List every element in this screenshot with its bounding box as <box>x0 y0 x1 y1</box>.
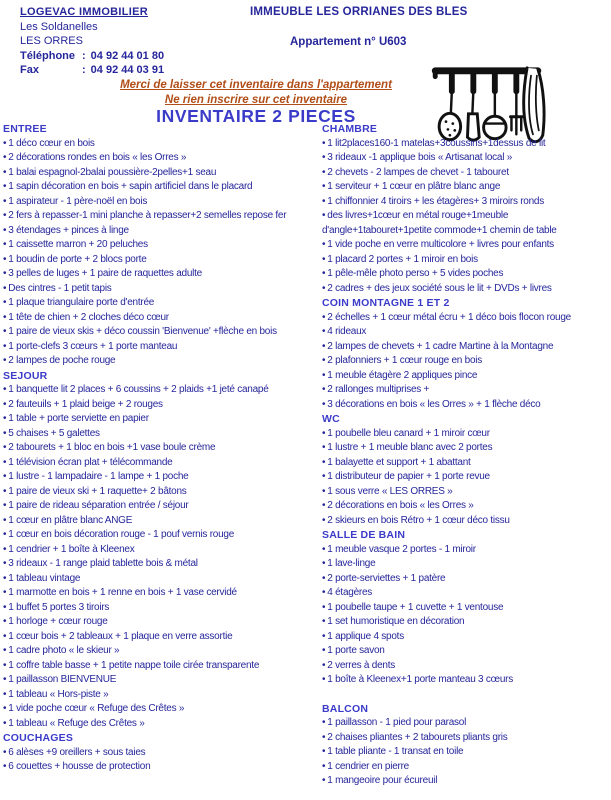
item-text: 2 skieurs en bois Rétro + 1 cœur déco tissu <box>327 514 510 526</box>
item-text: 2 lampes de poche rouge <box>8 355 116 366</box>
phone-label: Téléphone <box>20 49 76 62</box>
bullet-icon: • <box>322 674 326 685</box>
inventory-item <box>322 760 610 775</box>
bullet-icon: • <box>322 471 326 482</box>
inventory-item <box>322 470 610 485</box>
bullet-icon: • <box>3 311 7 323</box>
item-text: 1 cœur en bois décoration rouge - 1 pouf vernis rouge <box>8 529 235 540</box>
inventory-item <box>3 195 303 210</box>
agency-name: LOGEVAC IMMOBILIER <box>20 6 149 18</box>
bullet-icon: • <box>322 760 326 772</box>
inventory-item <box>322 195 610 210</box>
inventory-item <box>322 557 610 572</box>
item-text: 1 tête de chien + 2 cloches déco cœur <box>8 311 169 323</box>
bullet-icon: • <box>3 413 7 424</box>
item-text: 1 meuble étagère 2 appliques pince <box>327 369 478 381</box>
item-text: 2 cadres + des jeux société sous le lit + DVDs + livres <box>327 282 552 294</box>
inventory-item <box>322 441 610 456</box>
bullet-icon: • <box>3 456 7 468</box>
bullet-icon: • <box>322 384 326 395</box>
inventory-item <box>3 340 303 355</box>
item-text: 1 paillasson BIENVENUE <box>8 674 117 685</box>
bullet-icon: • <box>3 471 7 482</box>
bullet-icon: • <box>3 543 7 555</box>
bullet-icon: • <box>3 282 7 294</box>
fax-number: 04 92 44 03 91 <box>90 64 165 77</box>
inventory-item <box>322 253 610 268</box>
bullet-icon: • <box>322 717 326 728</box>
inventory-item <box>3 398 303 413</box>
inventory-item <box>322 731 610 746</box>
bullet-icon: • <box>322 456 326 468</box>
inventory-item <box>3 514 303 529</box>
inventory-item <box>3 702 303 717</box>
bullet-icon: • <box>322 427 326 439</box>
bullet-icon: • <box>322 500 326 511</box>
item-text: 1 serviteur + 1 cœur en plâtre blanc ange <box>327 181 501 192</box>
right-column <box>322 122 610 789</box>
inventory-item <box>322 514 610 529</box>
bullet-icon: • <box>322 340 326 352</box>
bullet-icon: • <box>3 616 7 627</box>
inventory-item <box>322 180 610 195</box>
left-column <box>3 122 303 775</box>
fax-row <box>20 63 164 78</box>
inventory-item <box>322 151 610 166</box>
section-heading: SALLE DE BAIN <box>322 529 406 541</box>
item-text: 1 coffre table basse + 1 petite nappe toile cirée transparente <box>8 659 260 671</box>
item-text: 1 déco cœur en bois <box>8 137 95 149</box>
notice-line-1: Merci de laisser cet inventaire dans l'appartement <box>120 79 392 91</box>
inventory-item <box>322 745 610 760</box>
item-text: 1 vide poche en verre multicolore + livres pour enfants <box>327 239 554 250</box>
inventory-item <box>322 630 610 645</box>
item-text: 1 paire de vieux ski + 1 raquette+ 2 bâtons <box>8 485 187 497</box>
inventory-item <box>322 238 610 253</box>
item-text: 1 chiffonnier 4 tiroirs + les étagères+ 3 miroirs ronds <box>327 195 544 207</box>
inventory-item <box>322 311 610 326</box>
item-text: 2 fauteuils + 1 plaid beige + 2 rouges <box>8 398 163 410</box>
bullet-icon: • <box>3 398 7 410</box>
item-text: 6 couettes + housse de protection <box>8 761 151 772</box>
bullet-icon: • <box>3 529 7 540</box>
item-text: 5 chaises + 5 galettes <box>8 427 100 439</box>
inventory-item <box>322 774 610 789</box>
bullet-icon: • <box>322 442 326 453</box>
inventory-item <box>322 282 610 297</box>
item-text: 2 tabourets + 1 bloc en bois +1 vase boule crème <box>8 442 216 453</box>
inventory-item <box>3 644 303 659</box>
item-text: 3 pelles de luges + 1 paire de raquettes adulte <box>8 268 202 279</box>
inventory-item <box>3 615 303 630</box>
bullet-icon: • <box>3 485 7 497</box>
inventory-item <box>3 441 303 456</box>
item-text: 2 fers à repasser-1 mini planche à repasser+2 semelles repose fer <box>8 210 287 221</box>
bullet-icon: • <box>3 195 7 207</box>
inventory-item <box>3 209 303 224</box>
item-text: 1 table + porte serviette en papier <box>8 413 149 424</box>
item-text: 1 lit2places160-1 matelas+3coussins+1dessus de lit <box>327 137 546 149</box>
inventory-item <box>3 166 303 181</box>
item-text: 4 rideaux <box>327 326 367 337</box>
bullet-icon: • <box>322 616 326 627</box>
inventory-item <box>3 456 303 471</box>
inventory-item <box>3 282 303 297</box>
bullet-icon: • <box>322 137 326 149</box>
item-text: 1 porte savon <box>327 645 385 656</box>
inventory-item <box>322 601 610 616</box>
item-text: 1 table pliante - 1 transat en toile <box>327 746 464 757</box>
item-text: 1 poubelle bleu canard + 1 miroir cœur <box>327 427 490 439</box>
bullet-icon: • <box>3 210 7 221</box>
item-text: 3 étendages + pinces à linge <box>8 224 129 236</box>
fax-label: Fax <box>20 64 39 77</box>
bullet-icon: • <box>3 181 7 192</box>
inventory-item <box>322 615 610 630</box>
inventory-item <box>322 456 610 471</box>
bullet-icon: • <box>3 224 7 236</box>
inventory-item <box>322 369 610 384</box>
inventory-item <box>3 311 303 326</box>
inventory-item <box>3 746 303 761</box>
bullet-icon: • <box>322 166 326 178</box>
item-text: 1 boîte à Kleenex+1 porte manteau 3 cœurs <box>327 674 513 685</box>
item-text: 1 sous verre « LES ORRES » <box>327 485 453 497</box>
agency-residence: Les Soldanelles <box>20 20 98 33</box>
inventory-item <box>3 688 303 703</box>
bullet-icon: • <box>322 268 326 279</box>
item-text: 1 porte-clefs 3 cœurs + 1 porte manteau <box>8 340 178 352</box>
item-text: 1 buffet 5 portes 3 tiroirs <box>8 601 110 613</box>
inventory-item <box>3 180 303 195</box>
bullet-icon: • <box>322 253 326 265</box>
item-text: 1 paillasson - 1 pied pour parasol <box>327 717 467 728</box>
bullet-icon: • <box>322 485 326 497</box>
inventory-item <box>3 499 303 514</box>
inventory-item <box>3 470 303 485</box>
inventory-item <box>3 485 303 500</box>
agency-block <box>20 5 164 78</box>
item-text: 1 poubelle taupe + 1 cuvette + 1 ventouse <box>327 601 504 613</box>
item-text: 1 aspirateur - 1 père-noël en bois <box>8 195 148 207</box>
inventory-item <box>322 716 610 731</box>
item-text: 1 lustre + 1 meuble blanc avec 2 portes <box>327 442 493 453</box>
item-text: 1 balayette et support + 1 abattant <box>327 456 471 468</box>
bullet-icon: • <box>322 775 326 786</box>
bullet-icon: • <box>3 384 7 395</box>
inventory-item <box>3 296 303 311</box>
bullet-icon: • <box>3 717 7 729</box>
inventory-item <box>322 137 610 152</box>
phone-row <box>20 49 164 64</box>
bullet-icon: • <box>322 398 326 410</box>
bullet-icon: • <box>322 731 326 743</box>
item-text: 2 verres à dents <box>327 659 395 671</box>
item-text: 4 étagères <box>327 587 373 598</box>
bullet-icon: • <box>3 630 7 642</box>
bullet-icon: • <box>3 572 7 584</box>
item-text: 2 chevets - 2 lampes de chevet - 1 tabouret <box>327 166 509 178</box>
inventory-item <box>322 209 610 238</box>
inventory-item <box>3 717 303 732</box>
bullet-icon: • <box>3 558 7 569</box>
inventory-item <box>322 673 610 688</box>
bullet-icon: • <box>322 645 326 656</box>
bullet-icon: • <box>3 268 7 279</box>
item-text: 1 marmotte en bois + 1 renne en bois + 1 vase cervidé <box>8 587 237 598</box>
phone-separator: : <box>82 49 86 62</box>
item-text: des livres+1cœur en métal rouge+1meuble d'angle+1tabouret+1petite commode+1 chemin de table <box>322 210 557 236</box>
bullet-icon: • <box>3 239 7 250</box>
inventory-item <box>322 354 610 369</box>
item-text: 1 télévision écran plat + télécommande <box>8 456 173 468</box>
item-text: 1 cœur bois + 2 tableaux + 1 plaque en verre assortie <box>8 630 233 642</box>
item-text: 2 lampes de chevets + 1 cadre Martine à la Montagne <box>327 340 554 352</box>
inventory-item <box>322 340 610 355</box>
inventory-item <box>3 151 303 166</box>
item-text: 1 lustre - 1 lampadaire - 1 lampe + 1 poche <box>8 471 189 482</box>
inventory-item <box>3 659 303 674</box>
inventory-item <box>322 325 610 340</box>
inventory-item <box>3 238 303 253</box>
bullet-icon: • <box>322 514 326 526</box>
bullet-icon: • <box>3 645 7 656</box>
bullet-icon: • <box>322 369 326 381</box>
section-heading: CHAMBRE <box>322 123 378 135</box>
section-heading: COUCHAGES <box>3 732 74 744</box>
item-text: 1 cendrier + 1 boîte à Kleenex <box>8 543 135 555</box>
item-text: 2 décorations en bois « les Orres » <box>327 500 474 511</box>
bullet-icon: • <box>3 355 7 366</box>
item-text: 2 rallonges multiprises + <box>327 384 430 395</box>
item-text: 1 pêle-mêle photo perso + 5 vides poches <box>327 268 504 279</box>
bullet-icon: • <box>322 558 326 569</box>
bullet-icon: • <box>3 659 7 671</box>
item-text: 1 paire de rideau séparation entrée / séjour <box>8 500 189 511</box>
bullet-icon: • <box>322 210 326 221</box>
item-text: 1 tableau vintage <box>8 572 81 584</box>
bullet-icon: • <box>322 311 326 323</box>
inventory-item <box>3 267 303 282</box>
bullet-icon: • <box>3 500 7 511</box>
bullet-icon: • <box>3 601 7 613</box>
bullet-icon: • <box>3 674 7 685</box>
bullet-icon: • <box>322 543 326 555</box>
inventory-item <box>322 572 610 587</box>
item-text: 2 porte-serviettes + 1 patère <box>327 572 446 584</box>
section-heading: BALCON <box>322 702 369 715</box>
inventory-item <box>322 166 610 181</box>
bullet-icon: • <box>322 282 326 294</box>
bullet-icon: • <box>322 630 326 642</box>
inventory-item <box>322 586 610 601</box>
inventory-item <box>3 557 303 572</box>
bullet-icon: • <box>3 326 7 337</box>
item-text: 6 alèses +9 oreillers + sous taies <box>8 746 146 758</box>
inventory-item <box>3 601 303 616</box>
bullet-icon: • <box>322 572 326 584</box>
item-text: 3 rideaux - 1 range plaid tablette bois & métal <box>8 558 198 569</box>
building-title: IMMEUBLE LES ORRIANES DES BLES <box>250 6 468 18</box>
inventory-item <box>3 760 303 775</box>
inventory-item <box>3 543 303 558</box>
item-text: 1 paire de vieux skis + déco coussin 'Bienvenue' +flèche en bois <box>8 326 277 337</box>
section-heading: COIN MONTAGNE 1 ET 2 <box>322 297 450 309</box>
inventory-item <box>3 137 303 152</box>
section-heading: SEJOUR <box>3 369 48 382</box>
bullet-icon: • <box>322 587 326 598</box>
item-text: 1 meuble vasque 2 portes - 1 miroir <box>327 543 476 555</box>
item-text: 1 tableau « Hors-piste » <box>8 688 109 700</box>
item-text: 1 tableau « Refuge des Crêtes » <box>8 717 145 729</box>
bullet-icon: • <box>3 253 7 265</box>
item-text: 1 cadre photo « le skieur » <box>8 645 120 656</box>
bullet-icon: • <box>3 514 7 526</box>
item-text: 1 mangeoire pour écureuil <box>327 775 438 786</box>
bullet-icon: • <box>3 166 7 178</box>
item-text: 1 distributeur de papier + 1 porte revue <box>327 471 490 482</box>
inventory-item <box>3 224 303 239</box>
item-text: 1 plaque triangulaire porte d'entrée <box>8 297 155 308</box>
item-text: 2 chaises pliantes + 2 tabourets pliants gris <box>327 731 508 743</box>
item-text: 1 applique 4 spots <box>327 630 404 642</box>
item-text: 1 balai espagnol-2balai poussière-2pelles+1 seau <box>8 166 217 178</box>
inventory-item <box>322 427 610 442</box>
bullet-icon: • <box>3 746 7 758</box>
item-text: 3 décorations en bois « les Orres » + 1 flèche déco <box>327 398 541 410</box>
inventory-item <box>3 673 303 688</box>
item-text: Des cintres - 1 petit tapis <box>8 282 112 294</box>
apartment-number: Appartement n° U603 <box>290 36 407 48</box>
inventory-item <box>3 427 303 442</box>
inventory-item <box>322 398 610 413</box>
item-text: 1 sapin décoration en bois + sapin artificiel dans le placard <box>8 181 253 192</box>
item-text: 1 caissette marron + 20 peluches <box>8 239 148 250</box>
bullet-icon: • <box>3 703 7 714</box>
bullet-icon: • <box>3 152 7 163</box>
item-text: 1 boudin de porte + 2 blocs porte <box>8 253 147 265</box>
page-title: INVENTAIRE 2 PIECES <box>156 106 356 126</box>
item-text: 2 décorations rondes en bois « les Orres » <box>8 152 187 163</box>
bullet-icon: • <box>3 297 7 308</box>
inventory-item <box>3 253 303 268</box>
section-heading: ENTREE <box>3 123 47 135</box>
bullet-icon: • <box>3 761 7 772</box>
bullet-icon: • <box>322 355 326 366</box>
bullet-icon: • <box>3 688 7 700</box>
inventory-item <box>322 267 610 282</box>
inventory-item <box>322 499 610 514</box>
item-text: 1 set humoristique en décoration <box>327 616 465 627</box>
inventory-item <box>3 586 303 601</box>
inventory-item <box>3 630 303 645</box>
notice-line-2: Ne rien inscrire sur cet inventaire <box>164 94 348 106</box>
item-text: 1 banquette lit 2 places + 6 coussins + 2 plaids +1 jeté canapé <box>8 384 269 395</box>
bullet-icon: • <box>322 326 326 337</box>
item-text: 1 placard 2 portes + 1 miroir en bois <box>327 253 478 265</box>
inventory-item <box>322 644 610 659</box>
bullet-icon: • <box>3 442 7 453</box>
item-text: 1 cendrier en pierre <box>327 760 409 772</box>
bullet-icon: • <box>3 427 7 439</box>
bullet-icon: • <box>3 137 7 149</box>
inventory-item <box>322 543 610 558</box>
inventory-item <box>3 528 303 543</box>
item-text: 2 plafonniers + 1 cœur rouge en bois <box>327 355 482 366</box>
inventory-item <box>322 659 610 674</box>
bullet-icon: • <box>322 152 326 163</box>
phone-number: 04 92 44 01 80 <box>90 49 165 62</box>
inventory-item <box>3 354 303 369</box>
inventory-item <box>322 383 610 398</box>
inventory-item <box>322 485 610 500</box>
inventory-item <box>3 325 303 340</box>
bullet-icon: • <box>322 601 326 613</box>
item-text: 1 horloge + cœur rouge <box>8 616 108 627</box>
item-text: 3 rideaux -1 applique bois « Artisanat local » <box>327 152 513 163</box>
item-text: 1 lave-linge <box>327 558 376 569</box>
bullet-icon: • <box>322 181 326 192</box>
agency-city: LES ORRES <box>20 35 83 48</box>
bullet-icon: • <box>322 195 326 207</box>
bullet-icon: • <box>322 659 326 671</box>
item-text: 1 vide poche cœur « Refuge des Crêtes » <box>8 703 185 714</box>
item-text: 1 cœur en plâtre blanc ANGE <box>8 514 133 526</box>
bullet-icon: • <box>322 746 326 757</box>
item-text: 2 échelles + 1 cœur métal écru + 1 déco bois flocon rouge <box>327 311 571 323</box>
notice-block <box>0 78 512 124</box>
bullet-icon: • <box>322 239 326 250</box>
fax-separator: : <box>82 64 86 77</box>
section-heading: WC <box>322 413 340 425</box>
bullet-icon: • <box>3 340 7 352</box>
inventory-item <box>3 572 303 587</box>
inventory-item <box>3 383 303 398</box>
bullet-icon: • <box>3 587 7 598</box>
inventory-item <box>3 412 303 427</box>
